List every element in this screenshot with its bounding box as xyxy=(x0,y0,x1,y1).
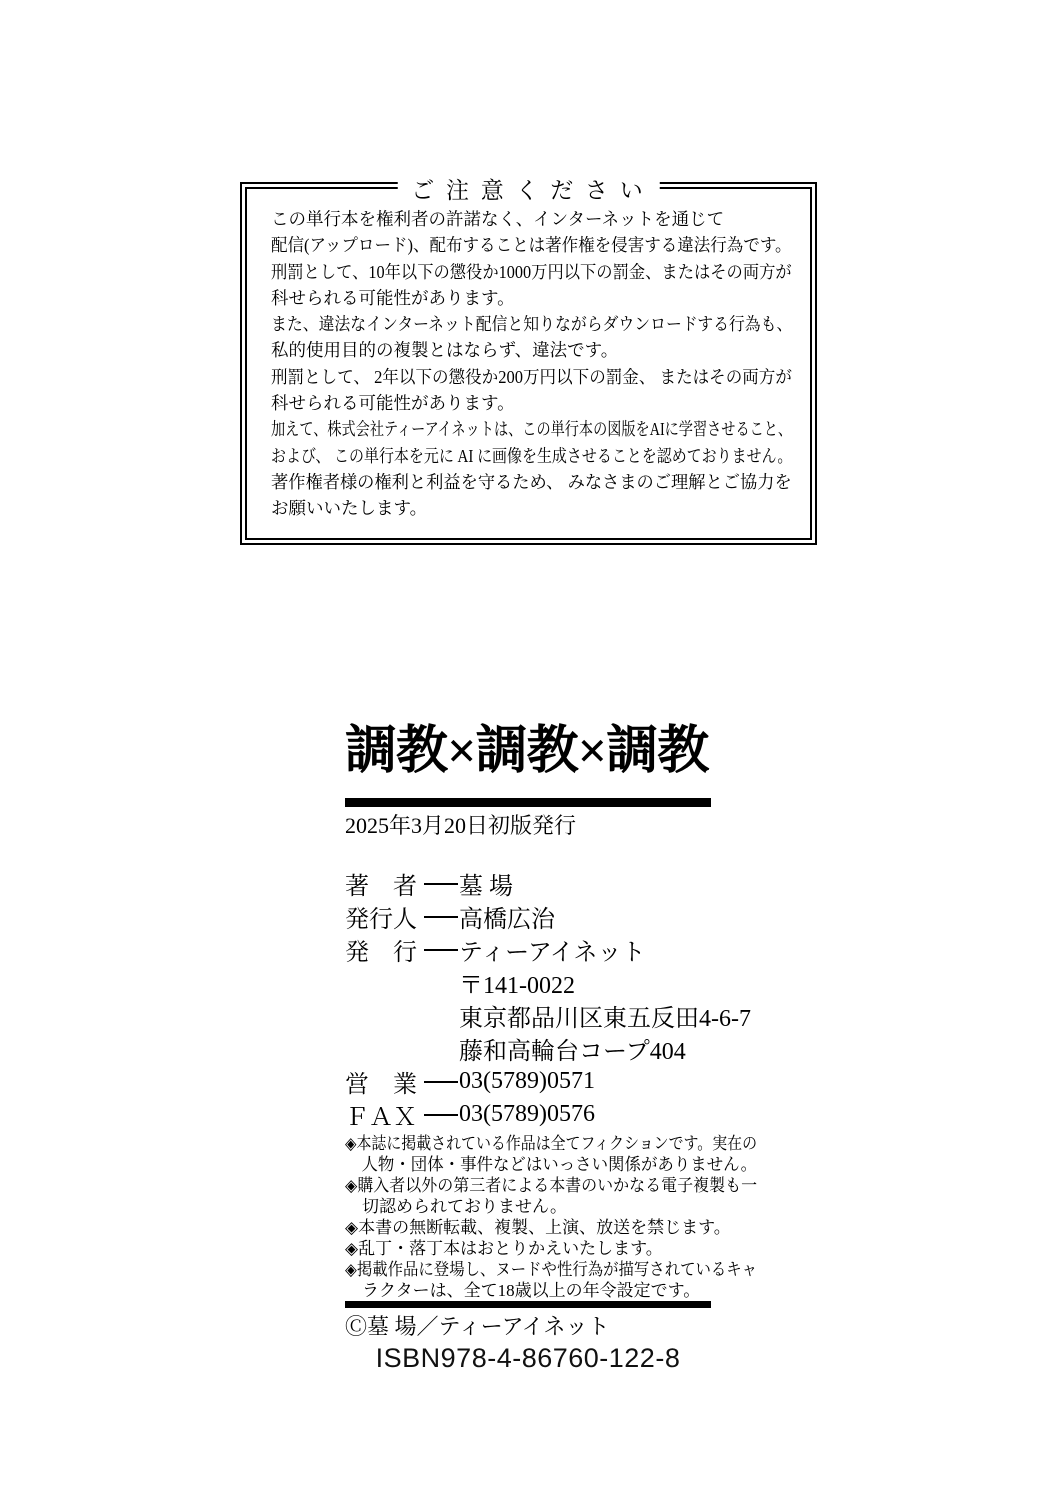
publisher-row-value: 高橋広治 xyxy=(459,907,555,933)
publisher-row-address xyxy=(345,999,757,1032)
copyright-line: Ⓒ墓 場／ティーアイネット xyxy=(345,1314,610,1339)
publisher-info xyxy=(345,867,757,1131)
publisher-row-postal xyxy=(345,966,757,999)
note-line: 人物・団体・事件などはいっさい関係がありません。 xyxy=(361,1155,758,1174)
publisher-row-label: 発行人 xyxy=(345,907,417,933)
note-line: ◈乱丁・落丁本はおとりかえいたします。 xyxy=(345,1239,663,1258)
address-line: 藤和高輪台コープ404 xyxy=(459,1039,686,1065)
copyright-notice-box xyxy=(240,178,817,545)
colophon-block xyxy=(345,714,757,1373)
notice-line: および、 この単行本を元に AI に画像を生成させることを認めておりません。 xyxy=(271,445,793,466)
publisher-row-fax xyxy=(345,1098,757,1131)
fax-number: 03(5789)0576 xyxy=(459,1101,595,1127)
publisher-row-value: 墓 場 xyxy=(459,874,513,900)
notice-line: 科せられる可能性があります。 xyxy=(271,287,515,308)
note-line: ラクターは、全て18歳以上の年令設定です。 xyxy=(362,1281,701,1300)
notice-line: 刑罰として、 2年以下の懲役か200万円以下の罰金、 またはその両方が xyxy=(271,366,792,387)
notice-line: 加えて、株式会社ティーアイネットは、この単行本の図版をAIに学習させること、 xyxy=(271,419,793,440)
notice-line: 配信(アップロード)、配布することは著作権を侵害する違法行為です。 xyxy=(271,235,792,256)
note-line: ◈本書の無断転載、複製、上演、放送を禁じます。 xyxy=(345,1218,731,1237)
dash-connector xyxy=(424,1114,458,1116)
notice-line: この単行本を権利者の許諾なく、インターネットを通じて xyxy=(271,209,725,229)
dash-connector xyxy=(424,1081,458,1083)
edition-date: 2025年3月20日初版発行 xyxy=(345,813,577,838)
publisher-row-label: 営 業 xyxy=(345,1072,417,1098)
dash-connector xyxy=(424,916,458,918)
note-line: ◈本誌に掲載されている作品は全てフィクションです。実在の xyxy=(345,1134,758,1153)
dash-connector xyxy=(424,883,458,885)
publisher-row-sales xyxy=(345,1065,757,1098)
title-rule xyxy=(345,798,711,807)
notice-line: 刑罰として、10年以下の懲役か1000万円以下の罰金、またはその両方が xyxy=(271,261,792,282)
note-line: ◈購入者以外の第三者による本書のいかなる電子複製も一 xyxy=(345,1176,758,1195)
notice-body xyxy=(247,189,810,522)
notice-line: 科せられる可能性があります。 xyxy=(271,393,515,414)
address-line: 東京都品川区東五反田4-6-7 xyxy=(459,1006,751,1032)
legal-notes xyxy=(345,1133,757,1301)
publisher-row-publisher xyxy=(345,933,757,966)
note-line: 切認められておりません。 xyxy=(362,1197,568,1216)
publisher-row-issuer xyxy=(345,900,757,933)
publisher-row-author xyxy=(345,867,757,900)
notice-line: 著作権者様の権利と利益を守るため、 みなさまのご理解とご協力を xyxy=(271,471,792,492)
publisher-row-label: 著 者 xyxy=(345,874,417,900)
book-title: 調教×調教×調教 xyxy=(345,723,709,780)
dash-connector xyxy=(424,949,458,951)
publisher-row-value: ティーアイネット xyxy=(459,940,646,966)
postal-code: 〒141-0022 xyxy=(459,973,575,999)
note-line: ◈掲載作品に登場し、ヌードや性行為が描写されているキャ xyxy=(345,1260,758,1279)
phone-number: 03(5789)0571 xyxy=(459,1068,595,1094)
publisher-row-address2 xyxy=(345,1032,757,1065)
isbn-number: ISBN978-4-86760-122-8 xyxy=(375,1343,681,1373)
notice-line: お願いいたします。 xyxy=(271,498,428,519)
bottom-rule xyxy=(345,1301,711,1308)
notice-line: 私的使用目的の複製とはならず、違法です。 xyxy=(271,340,619,361)
notice-line: また、違法なインターネット配信と知りながらダウンロードする行為も、 xyxy=(271,314,793,335)
publisher-row-label: 発 行 xyxy=(345,940,417,966)
notice-title: ご 注 意 く だ さ い xyxy=(397,172,660,205)
publisher-row-label: ＦＡＸ xyxy=(345,1105,417,1131)
